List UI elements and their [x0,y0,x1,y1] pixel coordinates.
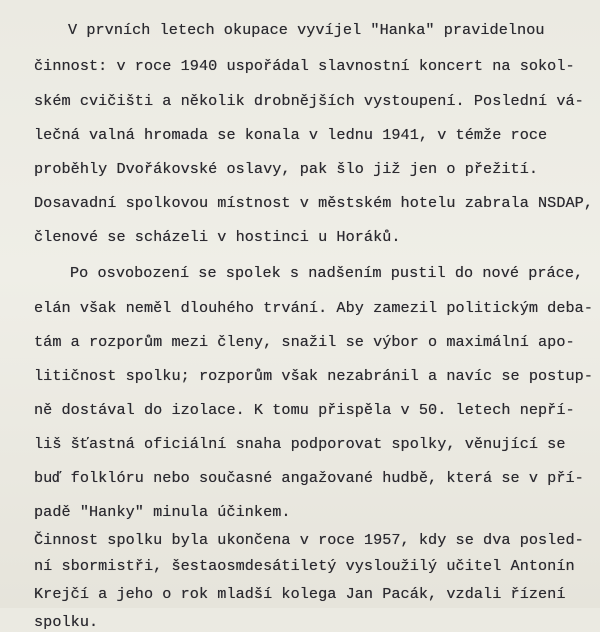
text-line-15: padě "Hanky" minula účinkem. [34,503,291,521]
text-line-12: ně dostával do izolace. K tomu přispěla v 50. letech nepří- [34,401,575,419]
text-line-8: Po osvobození se spolek s nadšením pustil do nové práce, [70,264,584,282]
text-line-17: ní sbormistři, šestaosmdesátiletý vysloužilý učitel Antonín [34,557,575,575]
text-line-10: tám a rozporům mezi členy, snažil se výbor o maximální apo- [34,333,575,351]
text-line-11: litičnost spolku; rozporům však nezabránil a navíc se postup- [34,367,594,385]
text-line-3: ském cvičišti a několik drobnějších vystoupení. Poslední vá- [34,92,584,110]
text-line-13: liš šťastná oficiální snaha podporovat spolky, věnující se [34,435,566,453]
text-line-9: elán však neměl dlouhého trvání. Aby zamezil politickým deba- [34,299,594,317]
text-line-2: činnost: v roce 1940 uspořádal slavnostní koncert na sokol- [34,57,575,75]
text-line-19: spolku. [34,613,99,631]
text-line-18: Krejčí a jeho o rok mladší kolega Jan Pacák, vzdali řízení [34,585,566,603]
text-line-1: V prvních letech okupace vyvíjel "Hanka" pravidelnou [68,21,545,39]
text-line-7: členové se scházeli v hostinci u Horáků. [34,228,401,246]
text-line-4: lečná valná hromada se konala v lednu 1941, v témže roce [34,126,548,144]
text-line-16: Činnost spolku byla ukončena v roce 1957, kdy se dva posled- [34,531,584,549]
text-line-14: buď folklóru nebo současné angažované hudbě, která se v pří- [34,469,584,487]
text-line-5: proběhly Dvořákovské oslavy, pak šlo již jen o přežití. [34,160,539,178]
text-line-6: Dosavadní spolkovou místnost v městském hotelu zabrala NSDAP, [34,194,594,212]
